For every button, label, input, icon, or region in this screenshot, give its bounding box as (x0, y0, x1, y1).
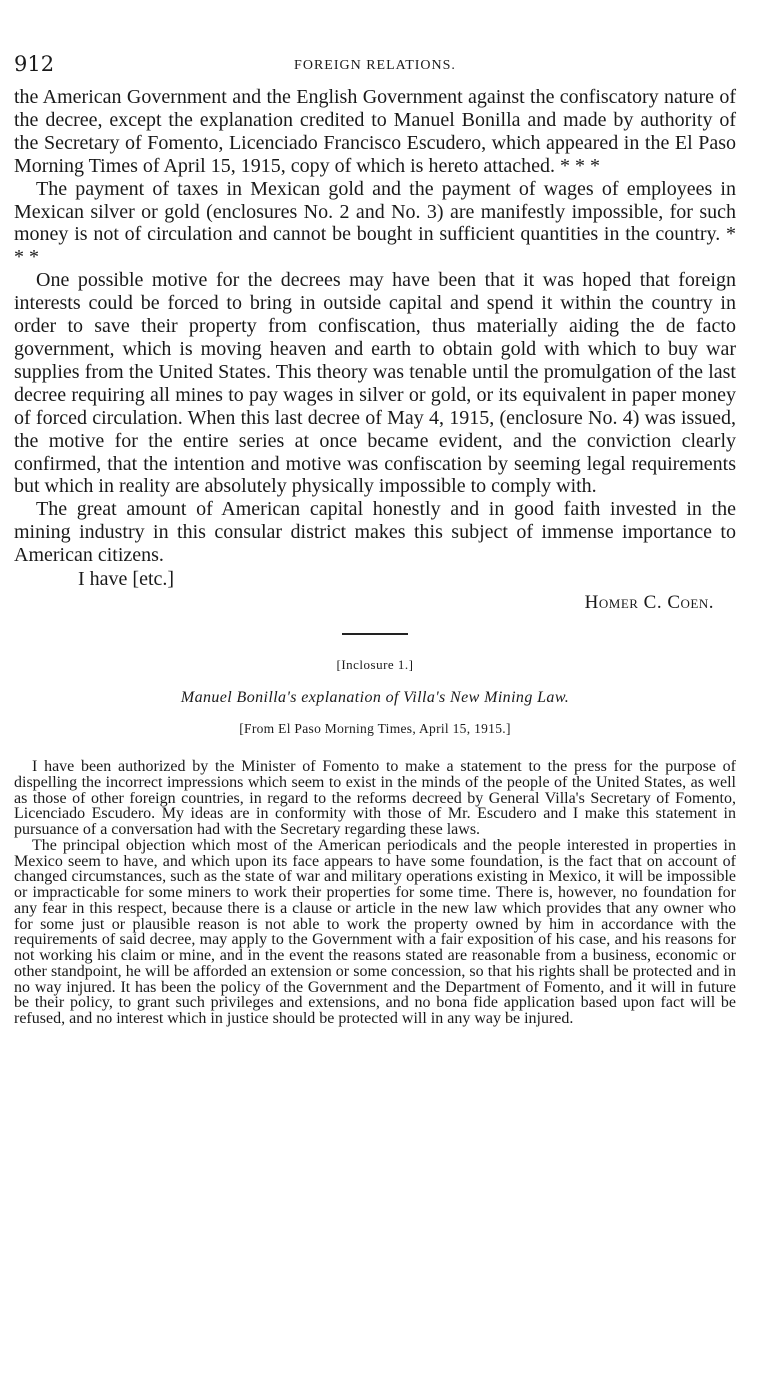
salutation: I have [etc.] (78, 568, 175, 591)
section-title: FOREIGN RELATIONS. (294, 58, 456, 73)
document-page (14, 52, 736, 1027)
enclosure-body (14, 759, 736, 1027)
letter-paragraph: The great amount of American capital honestly and in good faith invested in the mining industry in this consular district makes this subject of immense importance to American citizens. (14, 498, 736, 567)
letter-body (14, 86, 736, 567)
letter-paragraph: The payment of taxes in Mexican gold and the payment of wages of employees in Mexican silver or gold (enclosures No. 2 and No. 3) are manifestly impossible, for such money is not of circulation and cannot be bought in sufficient quantities in the country. * * * (14, 177, 736, 269)
enclosure-paragraph: The principal objection which most of the American periodicals and the people interested in properties in Mexico seem to have, and which upon its face appears to have some foundation, is the fact that on account of changed circumstances, such as the state of war and military operations existing in Mexico, it will be impossible or impracticable for some miners to work their properties for some time. There is, however, no foundation for any fear in this respect, because there is a clause or article in the new law which provides that any owner who for some just or plausible reason is not able to work the property owned by him in accordance with the requirements of said decree, may apply to the Government with a fair exposition of his case, and his reasons for not working his claim or mine, and in the event the reasons stated are reasonable from a business, economic or other standpoint, he will be afforded an extension or some concession, so that his rights shall be protected and in no way injured. It has been the policy of the Government and the Department of Fomento, and it will in future be their policy, to grant such privileges and extensions, and no bona fide application based upon fact will be refused, and no interest which in justice should be protected will in any way be injured. (14, 836, 736, 1028)
enclosure-paragraph: I have been authorized by the Minister of Fomento to make a statement to the press for the purpose of dispelling the incorrect impressions which seem to exist in the minds of the people of the United States, as well as those of other foreign countries, in regard to the reforms decreed by General Villa's Secretary of Fomento, Licenciado Escudero. My ideas are in conformity with those of Mr. Escudero and I make this statement in pursuance of a conversation had with the Secretary regarding these laws. (14, 758, 736, 839)
enclosure-source: [From El Paso Morning Times, April 15, 1915.] (239, 721, 511, 737)
inclosure-label: [Inclosure 1.] (336, 657, 414, 673)
letter-paragraph: One possible motive for the decrees may have been that it was hoped that foreign interests could be forced to bring in outside capital and spend it within the country in order to save their property from confiscation, thus materially aiding the de facto government, which is moving heaven and earth to obtain gold with which to buy war supplies from the United States. This theory was tenable until the promulgation of the last decree requiring all mines to pay wages in silver or gold, or its equivalent in paper money of forced circulation. When this last decree of May 4, 1915, (enclosure No. 4) was issued, the motive for the entire series at once became evident, and the conviction clearly confirmed, that the intention and motive was confiscation by seeming legal requirements but which in reality are absolutely physically impossible to comply with. (14, 269, 736, 498)
enclosure-title: Manuel Bonilla's explanation of Villa's New Mining Law. (180, 689, 570, 707)
signature: Homer C. Coen. (584, 592, 714, 614)
section-divider (342, 633, 408, 635)
letter-paragraph: the American Government and the English Government against the confiscatory nature of the decree, except the explanation credited to Manuel Bonilla and made by authority of the Secretary of Fomento, Licenciado Francisco Escudero, which appeared in the El Paso Morning Times of April 15, 1915, copy of which is hereto attached. * * * (14, 86, 736, 177)
running-head (14, 52, 736, 86)
page-number: 912 (14, 52, 55, 76)
